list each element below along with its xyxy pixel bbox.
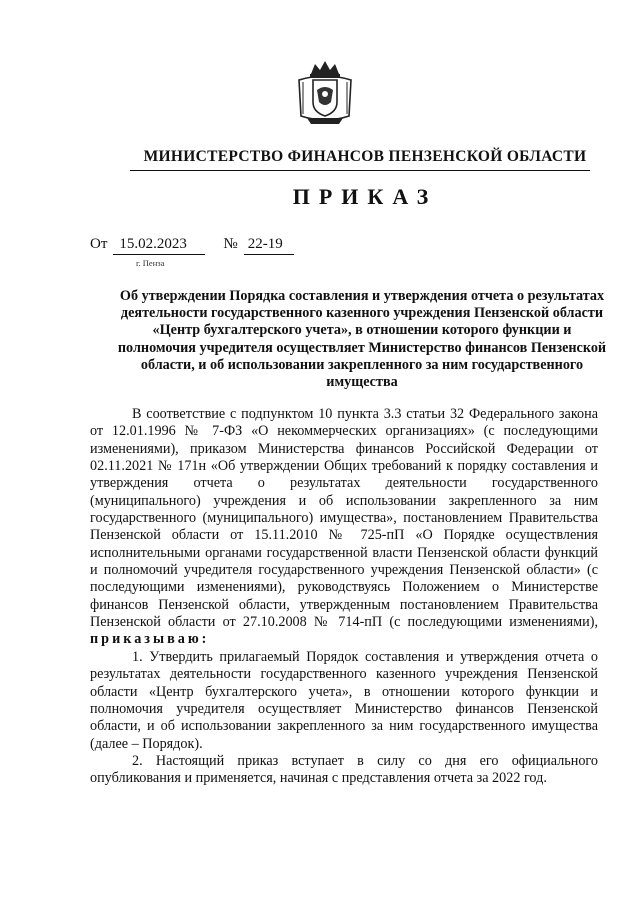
document-number: 22-19: [244, 236, 294, 255]
body-item-1: 1. Утвердить прилагаемый Порядок составления и утверждения отчета о результатах деятельности государственного казенного учреждения Пензенской области «Центр бухгалтерского учета», в отношении которого функции и полномочия учредителя осуществляет Министерство финансов Пензенской области, и об использовании закрепленного за ним государственного имущества (далее – Порядок).: [90, 648, 598, 752]
document-body: [90, 406, 598, 788]
document-meta-row: [90, 236, 294, 255]
document-date: 15.02.2023: [113, 236, 205, 255]
city-label: г. Пенза: [136, 258, 165, 268]
body-item-2: 2. Настоящий приказ вступает в силу со дня его официального опубликования и применяется, начиная с представления отчета за 2022 год.: [90, 752, 598, 787]
number-label: №: [223, 236, 238, 252]
body-intro-text: В соответствие с подпунктом 10 пункта 3.3 статьи 32 Федерального закона от 12.01.1996 № 7-ФЗ «О некоммерческих организациях» (с последующими изменениями), приказом Министерства финансов Российской Федерации от 02.11.2021 № 171н «Об утверждении Общих требований к порядку составления и утверждения отчета о результатах деятельности государственного (муниципального) учреждения и об использовании закрепленного за ним государственного (муниципального) имущества», постановлением Правительства Пензенской области от 15.11.2010 № 725-пП «О Порядке осуществления исполнительными органами государственной власти Пензенской области функций и полномочий учредителя государственного учреждения Пензенской области» (с последующими изменениями), руководствуясь Положением о Министерстве финансов Пензенской области, утвержденным постановлением Правительства Пензенской области от 27.10.2008 № 714-пП (с последующими изменениями),: [90, 406, 598, 631]
ministry-name: МИНИСТЕРСТВО ФИНАНСОВ ПЕНЗЕНСКОЙ ОБЛАСТИ: [143, 148, 587, 165]
document-type-title: ПРИКАЗ: [292, 184, 438, 209]
header-divider: [130, 170, 590, 171]
date-label: От: [90, 236, 108, 252]
document-subject: Об утверждении Порядка составления и утверждения отчета о результатах деятельности государственного казенного учреждения Пензенской области «Центр бухгалтерского учета», в отношении которого функции и полномочия учредителя осуществляет Министерство финансов Пензенской области, и об использовании закрепленного за ним государственного имущества: [117, 288, 607, 391]
coat-of-arms-icon: [297, 58, 353, 128]
order-word: приказываю:: [90, 631, 210, 648]
body-intro-paragraph: [90, 406, 598, 649]
